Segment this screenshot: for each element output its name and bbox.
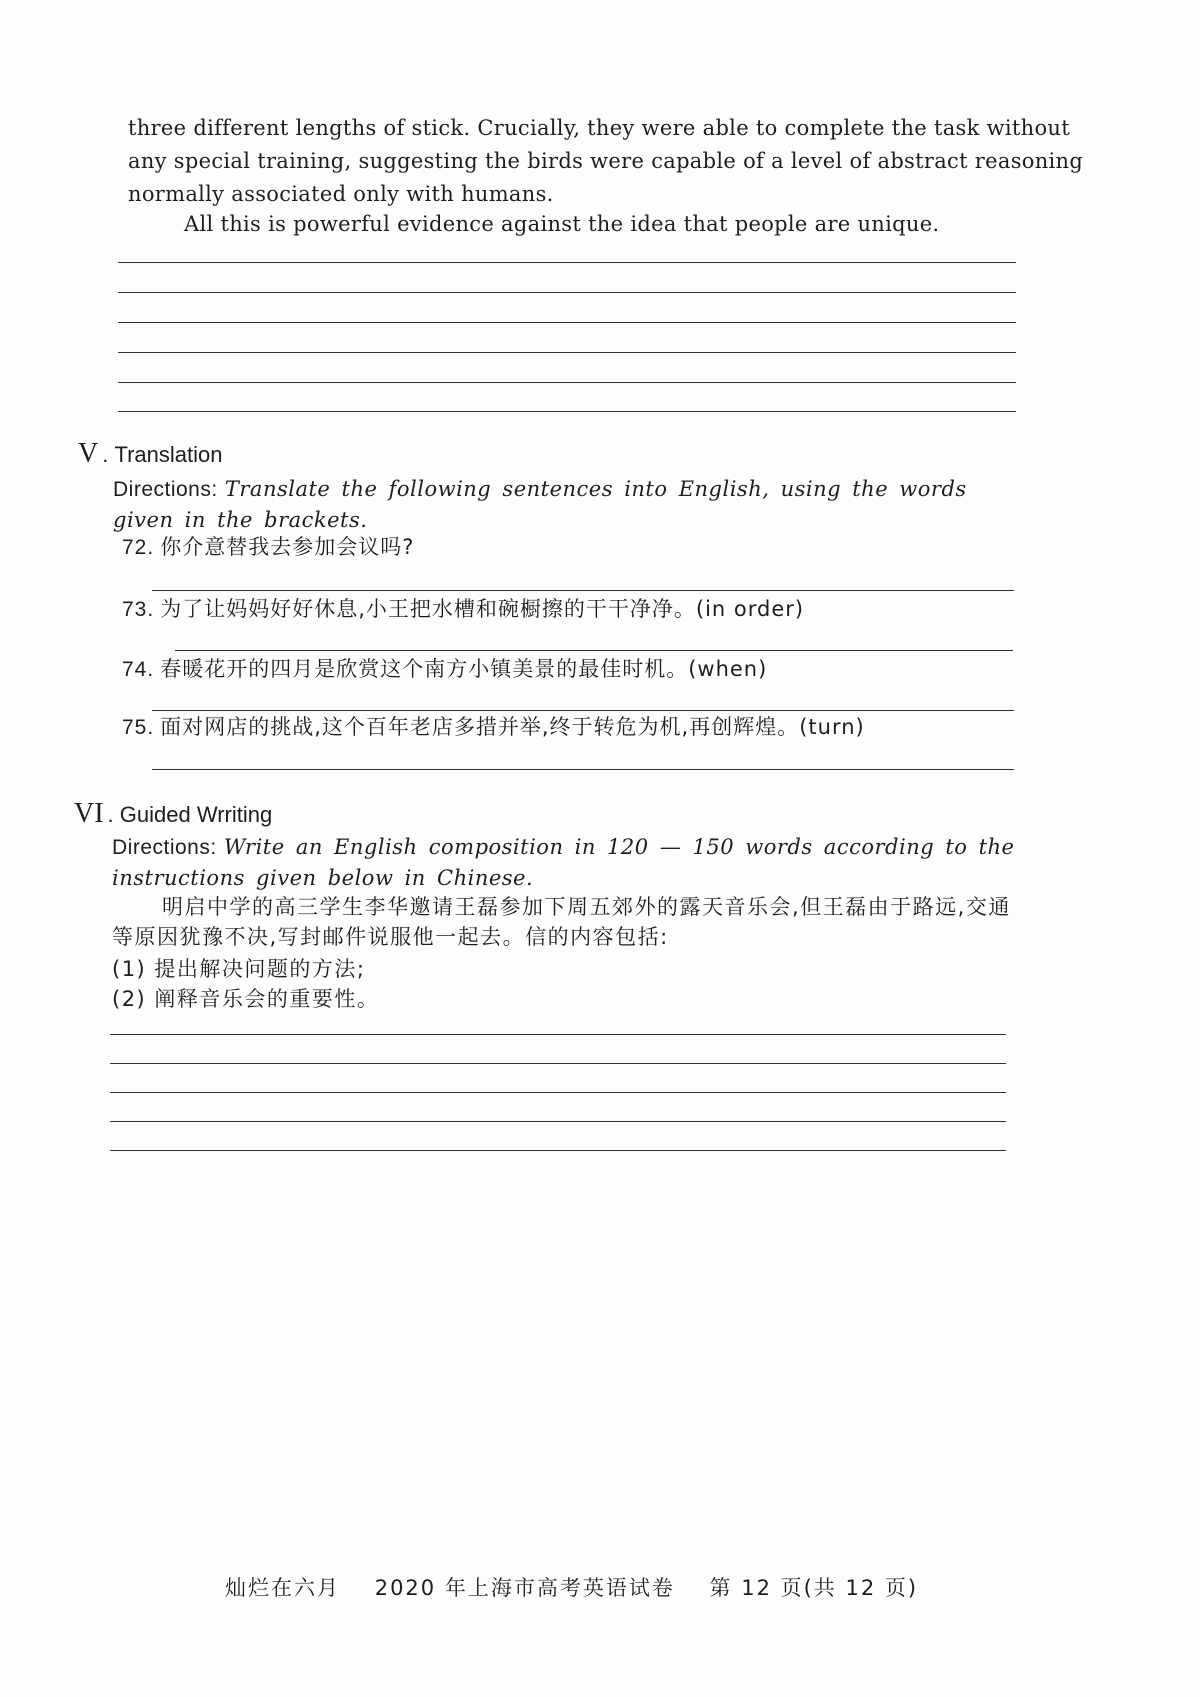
section-numeral: VI	[74, 798, 104, 829]
passage-line: normally associated only with humans.	[128, 182, 554, 206]
answer-line[interactable]	[118, 411, 1016, 412]
footer-left: 灿烂在六月	[225, 1576, 340, 1600]
answer-line-75[interactable]	[152, 769, 1014, 770]
answer-line[interactable]	[110, 1121, 1006, 1122]
writing-directions	[112, 832, 1018, 893]
answer-line[interactable]	[110, 1092, 1006, 1093]
section-title: Guided Wrriting	[119, 802, 273, 827]
directions-text: Translate the following sentences into English, using the words given in the brackets.	[113, 477, 967, 532]
passage-line: three different lengths of stick. Crucially, they were able to complete the task without	[128, 116, 1070, 140]
translation-item-74: 74. 春暖花开的四月是欣赏这个南方小镇美景的最佳时机。(when)	[122, 657, 768, 681]
passage-paragraph	[128, 112, 1118, 211]
directions-label: Directions:	[113, 478, 218, 501]
writing-point-2: (2) 阐释音乐会的重要性。	[112, 987, 380, 1011]
answer-line[interactable]	[118, 352, 1016, 353]
translation-item-75: 75. 面对网店的挑战,这个百年老店多措并举,终于转危为机,再创辉煌。(turn)	[122, 715, 865, 739]
answer-line[interactable]	[110, 1150, 1006, 1151]
section-title: Translation	[114, 442, 223, 467]
footer-page-number: 第 12 页(共 12 页)	[709, 1576, 919, 1600]
section-numeral: V	[78, 438, 99, 469]
section-heading-translation: V . Translation	[78, 438, 223, 469]
answer-line[interactable]	[110, 1034, 1006, 1035]
writing-point-1: (1) 提出解决问题的方法;	[112, 957, 366, 981]
translation-item-72: 72. 你介意替我去参加会议吗?	[122, 535, 415, 559]
footer-title: 2020 年上海市高考英语试卷	[374, 1576, 675, 1600]
answer-line[interactable]	[118, 262, 1016, 263]
translation-item-73: 73. 为了让妈妈好好休息,小王把水槽和碗橱擦的干干净净。(in order)	[122, 597, 805, 621]
translation-directions	[113, 474, 1018, 535]
answer-line-74[interactable]	[152, 710, 1014, 711]
directions-text: Write an English composition in 120 — 150 words according to the instructions given below in Chinese.	[112, 835, 1015, 890]
answer-line-73[interactable]	[175, 650, 1013, 651]
answer-line[interactable]	[118, 322, 1016, 323]
directions-label: Directions:	[112, 836, 217, 859]
page-footer	[225, 1572, 918, 1602]
passage-closing-sentence: All this is powerful evidence against the idea that people are unique.	[184, 212, 940, 236]
answer-line[interactable]	[118, 292, 1016, 293]
passage-line: any special training, suggesting the birds were capable of a level of abstract reasoning	[128, 149, 1084, 173]
answer-line[interactable]	[110, 1063, 1006, 1064]
section-heading-writing: VI . Guided Wrriting	[74, 798, 273, 829]
writing-prompt: 明启中学的高三学生李华邀请王磊参加下周五郊外的露天音乐会,但王磊由于路远,交通等原因犹豫不决,写封邮件说服他一起去。信的内容包括:	[112, 895, 1011, 949]
answer-line[interactable]	[118, 382, 1016, 383]
answer-line-72[interactable]	[152, 590, 1014, 591]
